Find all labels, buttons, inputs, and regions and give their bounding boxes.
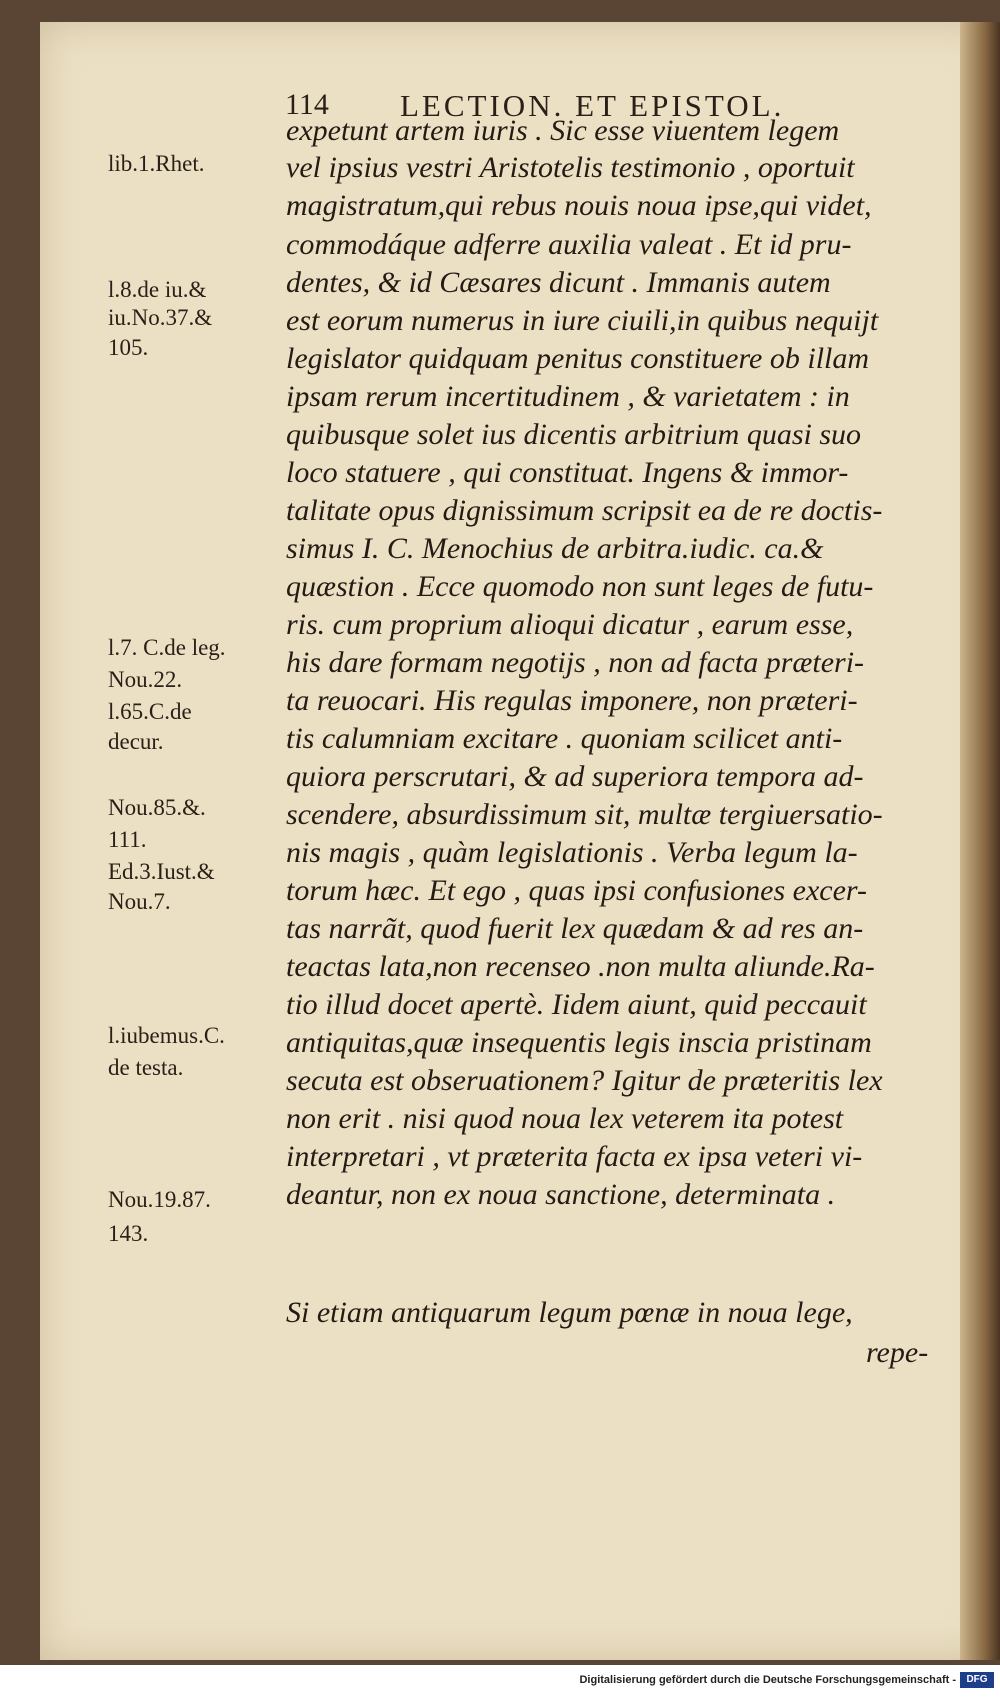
text-line: non erit . nisi quod noua lex veterem ita potest	[286, 1102, 844, 1135]
catchword: repe-	[866, 1336, 929, 1369]
text-line: deantur, non ex noua sanctione, determinata .	[286, 1178, 836, 1211]
text-line: quæstion . Ecce quomodo non sunt leges de futu-	[286, 570, 874, 603]
text-line: torum hæc. Et ego , quas ipsi confusiones excer-	[286, 874, 867, 907]
margin-note: decur.	[108, 729, 164, 754]
margin-note: l.65.C.de	[108, 699, 192, 724]
margin-note: de testa.	[108, 1055, 184, 1080]
margin-note: l.7. C.de leg.	[108, 635, 226, 660]
text-line: tio illud docet apertè. Iidem aiunt, quid peccauit	[286, 988, 867, 1021]
text-line: ris. cum proprium alioqui dicatur , earum esse,	[286, 608, 854, 641]
dfg-logo: DFG	[960, 1672, 994, 1688]
text-line: loco statuere , qui constituat. Ingens & immor-	[286, 456, 849, 489]
running-head: LECTION. ET EPISTOL.	[400, 88, 785, 123]
text-line: his dare formam negotijs , non ad facta præteri-	[286, 646, 865, 679]
text-line: ipsam rerum incertitudinem , & varietatem : in	[286, 380, 850, 413]
margin-note: l.iubemus.C.	[108, 1023, 225, 1048]
text-line: magistratum,qui rebus nouis noua ipse,qui videt,	[286, 189, 872, 222]
text-line: dentes, & id Cæsares dicunt . Immanis autem	[286, 266, 831, 299]
page-number: 114	[285, 88, 329, 121]
margin-note: Ed.3.Iust.&	[108, 859, 215, 884]
text-line: tis calumniam excitare . quoniam scilicet anti-	[286, 722, 843, 755]
margin-note: 105.	[108, 335, 149, 360]
text-line: nis magis , quàm legislationis . Verba legum la-	[286, 836, 858, 869]
text-line: scendere, absurdissimum sit, multæ tergiuersatio-	[286, 798, 883, 831]
text-line: Si etiam antiquarum legum pœnæ in noua lege,	[286, 1296, 853, 1329]
margin-note: 111.	[108, 827, 147, 852]
text-line: commodáque adferre auxilia valeat . Et id pru-	[286, 228, 852, 261]
margin-note: Nou.7.	[108, 889, 171, 914]
book-edge	[960, 22, 1000, 1660]
text-line: interpretari , vt præterita facta ex ipsa veteri vi-	[286, 1140, 863, 1173]
footer-bar	[0, 1665, 1000, 1699]
text-line: secuta est obseruationem? Igitur de præteritis lex	[286, 1064, 883, 1097]
text-line: est eorum numerus in iure ciuili,in quibus nequijt	[286, 304, 879, 337]
text-line: antiquitas,quæ insequentis legis inscia pristinam	[286, 1026, 872, 1059]
text-line: legislator quidquam penitus constituere ob illam	[286, 342, 870, 375]
text-line: simus I. C. Menochius de arbitra.iudic. ca.&	[286, 532, 824, 565]
margin-note: iu.No.37.&	[108, 305, 213, 330]
margin-note: l.8.de iu.&	[108, 277, 207, 302]
margin-note: 143.	[108, 1221, 149, 1246]
margin-note: Nou.22.	[108, 667, 183, 692]
margin-note: Nou.19.87.	[108, 1187, 211, 1212]
margin-note: Nou.85.&.	[108, 795, 206, 820]
margin-note: lib.1.Rhet.	[108, 151, 205, 176]
text-line: talitate opus dignissimum scripsit ea de re doctis-	[286, 494, 883, 527]
text-line: teactas lata,non recenseo .non multa aliunde.Ra-	[286, 950, 875, 983]
text-line: vel ipsius vestri Aristotelis testimonio , oportuit	[286, 151, 855, 184]
footer-credit: Digitalisierung gefördert durch die Deutsche Forschungsgemeinschaft -	[579, 1674, 956, 1686]
text-line: tas narrãt, quod fuerit lex quædam & ad res an-	[286, 912, 864, 945]
text-line: quiora perscrutari, & ad superiora tempora ad-	[286, 760, 864, 793]
text-line: quibusque solet ius dicentis arbitrium quasi suo	[286, 418, 862, 451]
text-line: ta reuocari. His regulas imponere, non præteri-	[286, 684, 858, 717]
text-line: expetunt artem iuris . Sic esse viuentem legem	[286, 114, 840, 147]
